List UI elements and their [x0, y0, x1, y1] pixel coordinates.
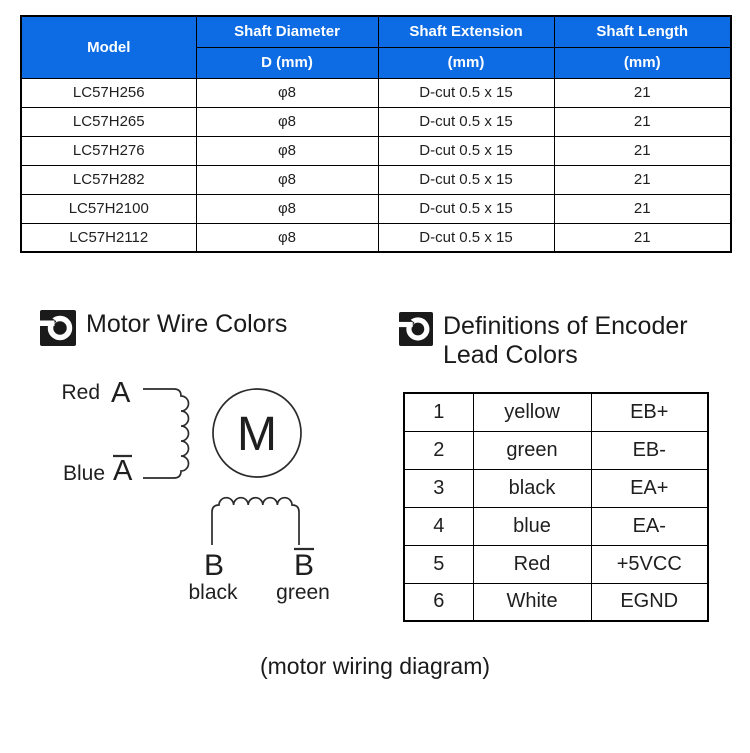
shaft-spec-table — [20, 15, 732, 253]
table-row — [21, 165, 731, 194]
table-row — [21, 194, 731, 223]
diameter-cell: φ8 — [196, 223, 378, 252]
lead-a-bar-label: A — [113, 455, 133, 487]
table-row — [21, 78, 731, 107]
diameter-cell: φ8 — [196, 136, 378, 165]
wire-color-cell: Red — [473, 545, 591, 583]
lead-color-blue-label: Blue — [62, 462, 105, 485]
pin-cell: 6 — [404, 583, 473, 621]
model-cell: LC57H2100 — [21, 194, 196, 223]
encoder-lead-table — [403, 392, 709, 622]
pin-cell: 3 — [404, 469, 473, 507]
phase-a-coil — [143, 389, 189, 478]
diagram-caption: (motor wiring diagram) — [259, 653, 491, 679]
section-title-line1: Definitions of Encoder — [443, 312, 688, 340]
pin-cell: 4 — [404, 507, 473, 545]
extension-cell: D-cut 0.5 x 15 — [378, 107, 554, 136]
lead-a-label: A — [111, 377, 131, 409]
col-header-shaft-length: Shaft Length — [554, 16, 731, 47]
diameter-cell: φ8 — [196, 107, 378, 136]
target-swirl-icon — [399, 312, 433, 346]
col-header-shaft-diameter: Shaft Diameter — [196, 16, 378, 47]
col-header-shaft-extension: Shaft Extension — [378, 16, 554, 47]
model-cell: LC57H276 — [21, 136, 196, 165]
table-row — [404, 393, 708, 431]
lead-color-red-label: Red — [61, 381, 100, 404]
signal-cell: EB+ — [591, 393, 708, 431]
table-row — [404, 545, 708, 583]
col-subheader-length-unit: (mm) — [554, 47, 731, 78]
signal-cell: EA- — [591, 507, 708, 545]
diameter-cell: φ8 — [196, 194, 378, 223]
signal-cell: +5VCC — [591, 545, 708, 583]
motor-wire-colors-heading — [40, 310, 287, 346]
table-row — [404, 469, 708, 507]
model-cell: LC57H265 — [21, 107, 196, 136]
wire-color-cell: green — [473, 431, 591, 469]
extension-cell: D-cut 0.5 x 15 — [378, 136, 554, 165]
col-header-model: Model — [21, 16, 196, 78]
signal-cell: EA+ — [591, 469, 708, 507]
lead-b-bar-label: B — [293, 549, 315, 582]
length-cell: 21 — [554, 194, 731, 223]
model-cell: LC57H282 — [21, 165, 196, 194]
col-subheader-extension-unit: (mm) — [378, 47, 554, 78]
table-row — [21, 107, 731, 136]
pin-cell: 2 — [404, 431, 473, 469]
model-cell: LC57H2112 — [21, 223, 196, 252]
pin-cell: 1 — [404, 393, 473, 431]
col-subheader-diameter-unit: D (mm) — [196, 47, 378, 78]
wire-color-cell: White — [473, 583, 591, 621]
pin-cell: 5 — [404, 545, 473, 583]
length-cell: 21 — [554, 78, 731, 107]
extension-cell: D-cut 0.5 x 15 — [378, 223, 554, 252]
table-row — [404, 507, 708, 545]
table-row — [404, 583, 708, 621]
extension-cell: D-cut 0.5 x 15 — [378, 194, 554, 223]
table-row — [404, 431, 708, 469]
length-cell: 21 — [554, 107, 731, 136]
model-cell: LC57H256 — [21, 78, 196, 107]
target-swirl-icon — [40, 310, 76, 346]
motor-wiring-diagram — [40, 375, 370, 635]
length-cell: 21 — [554, 223, 731, 252]
table-row — [21, 136, 731, 165]
lead-color-black-label: black — [188, 581, 238, 604]
wire-color-cell: black — [473, 469, 591, 507]
wire-color-cell: blue — [473, 507, 591, 545]
diameter-cell: φ8 — [196, 78, 378, 107]
section-title-line2: Lead Colors — [443, 341, 578, 369]
encoder-lead-colors-heading — [399, 312, 688, 370]
length-cell: 21 — [554, 165, 731, 194]
phase-b-coil — [212, 498, 299, 545]
length-cell: 21 — [554, 136, 731, 165]
section-title: Motor Wire Colors — [86, 310, 288, 338]
wire-color-cell: yellow — [473, 393, 591, 431]
extension-cell: D-cut 0.5 x 15 — [378, 165, 554, 194]
table-row — [21, 223, 731, 252]
lead-color-green-label: green — [276, 581, 330, 604]
signal-cell: EGND — [591, 583, 708, 621]
extension-cell: D-cut 0.5 x 15 — [378, 78, 554, 107]
section-title — [443, 312, 688, 370]
diameter-cell: φ8 — [196, 165, 378, 194]
motor-symbol: M — [237, 408, 277, 461]
signal-cell: EB- — [591, 431, 708, 469]
lead-b-label: B — [203, 549, 225, 582]
